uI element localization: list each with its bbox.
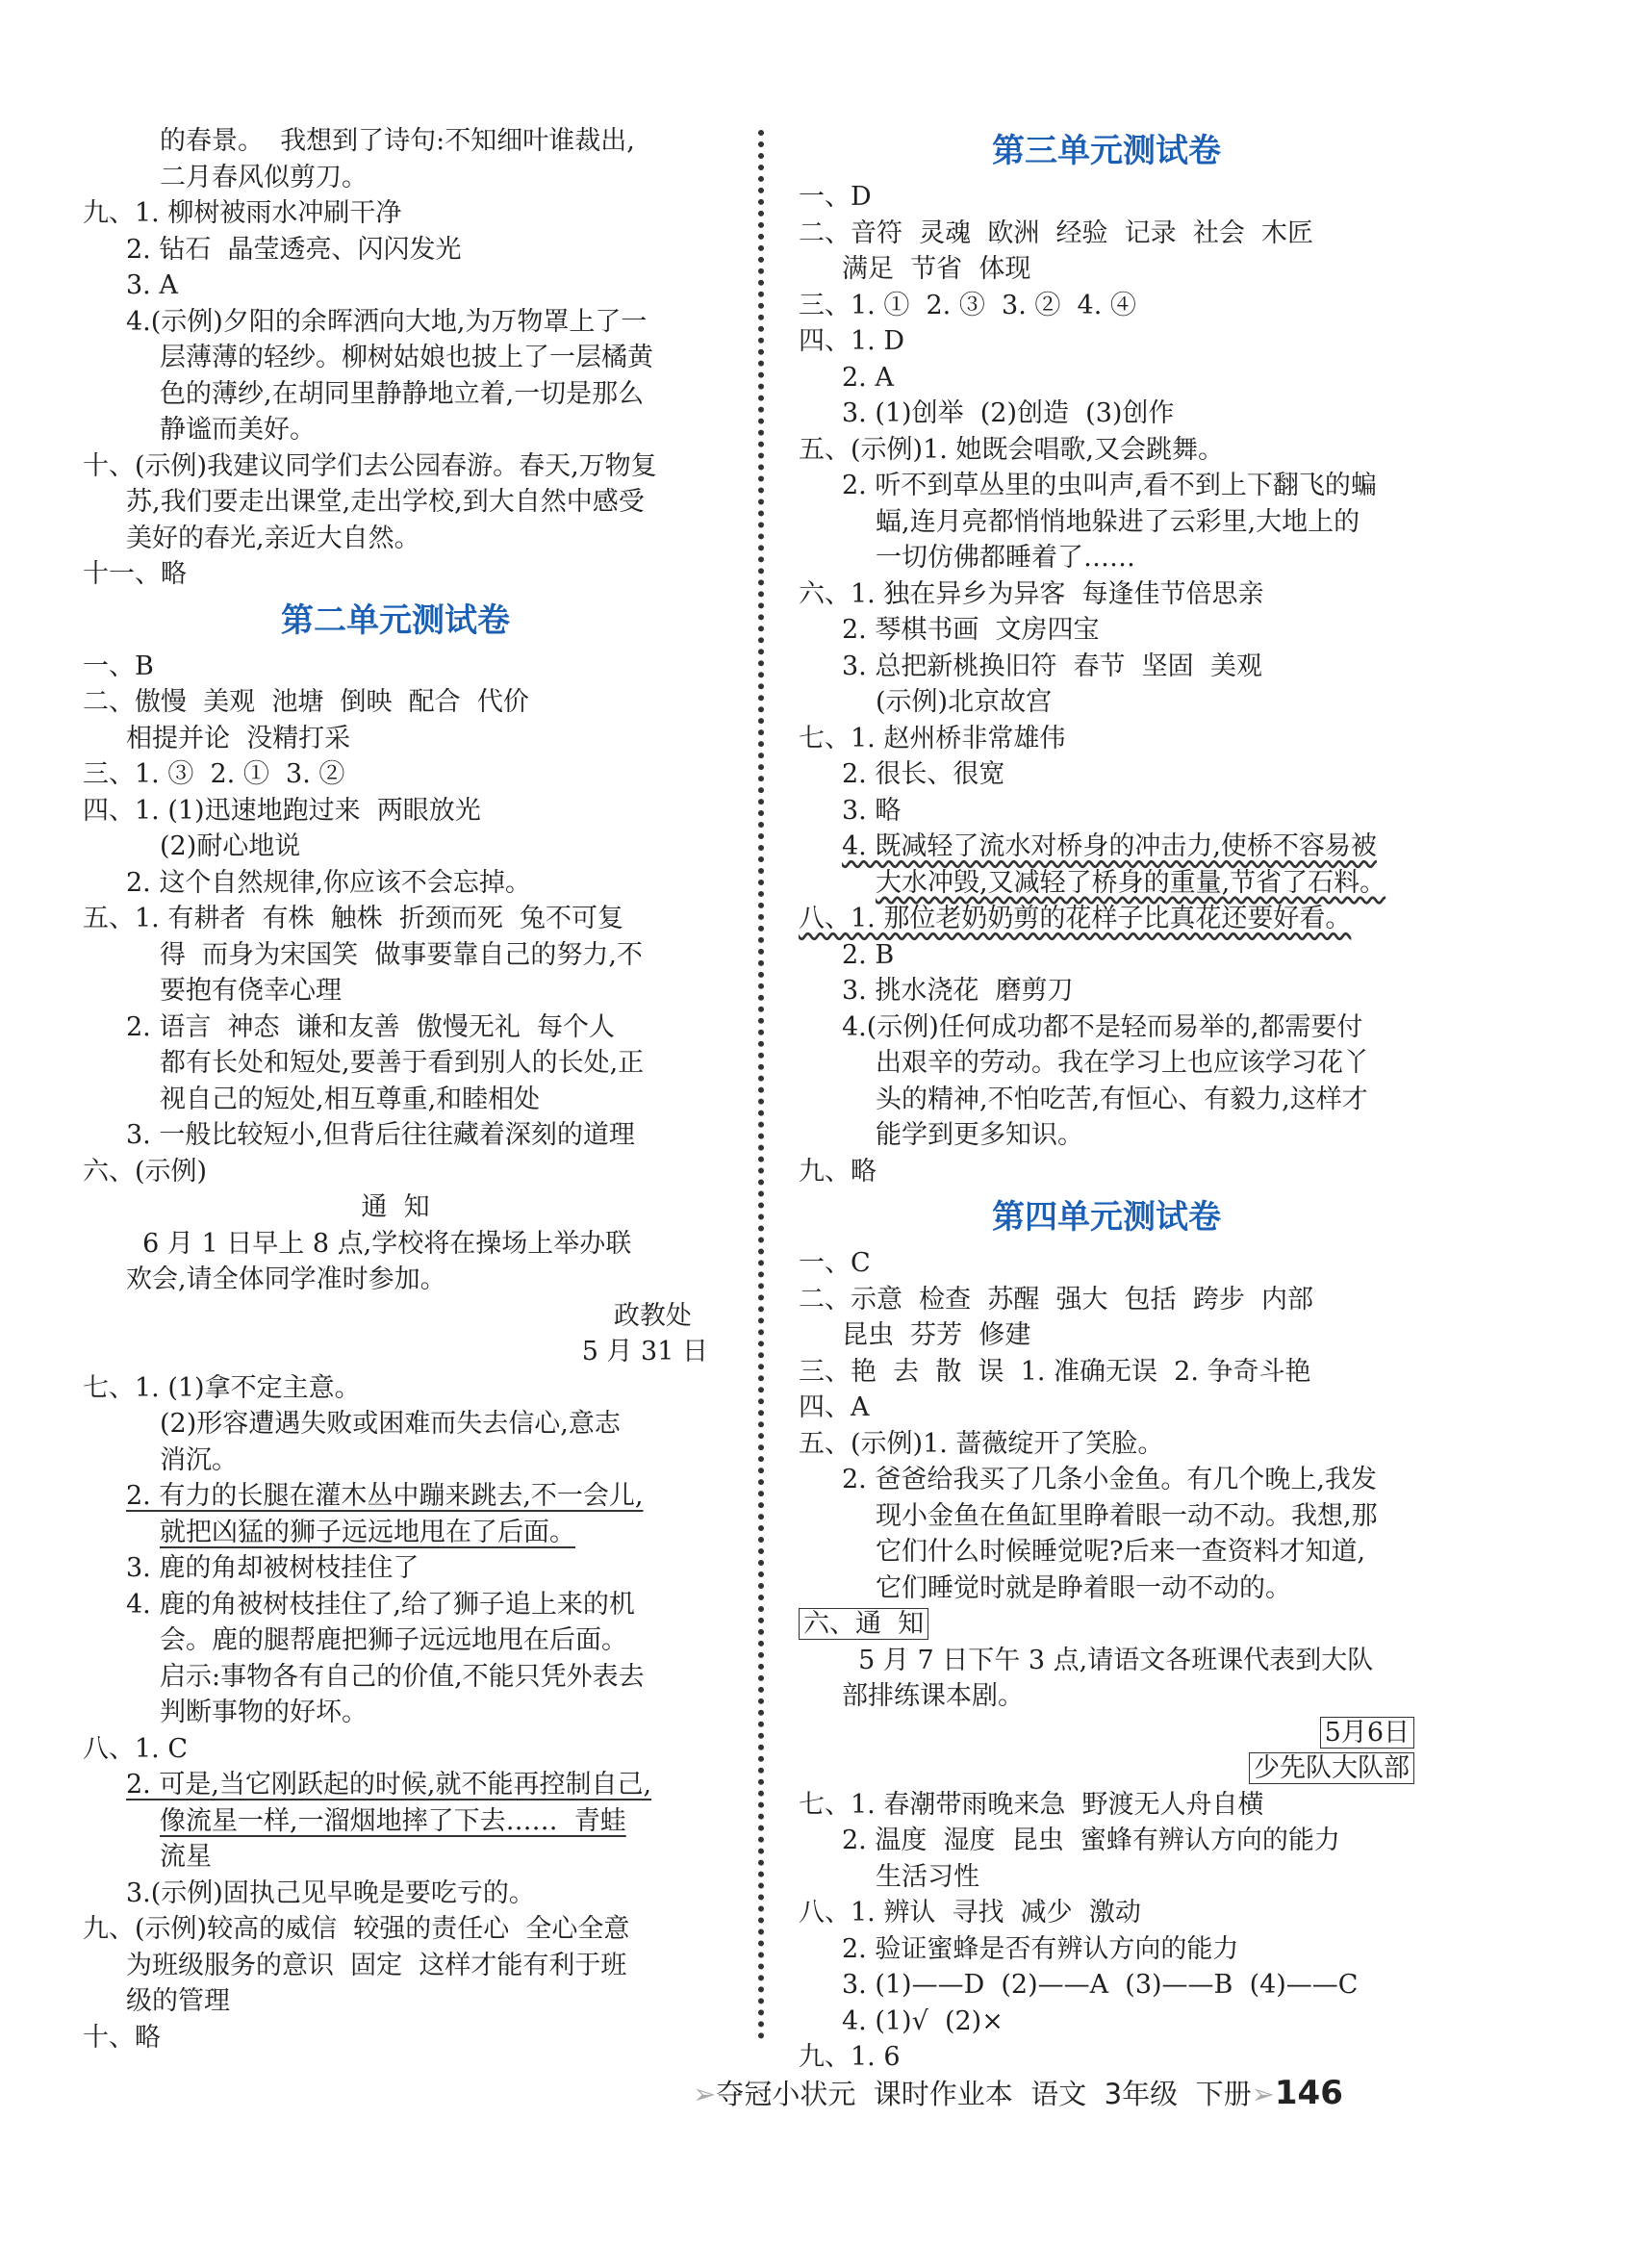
answer-line <box>799 1498 1414 1535</box>
section-heading <box>83 593 708 649</box>
answer-line <box>799 540 1414 576</box>
answer-line <box>799 1715 1414 1751</box>
answer-line <box>799 1859 1414 1896</box>
answer-text: 八、1. 辨认 寻找 减少 激动 <box>799 1898 1141 1928</box>
answer-text: 九、略 <box>799 1156 877 1187</box>
answer-text: 3. 总把新桃换旧符 春节 坚固 美观 <box>842 651 1262 681</box>
answer-line <box>83 1695 708 1731</box>
answer-text: 为班级服务的意识 固定 这样才能有利于班 <box>126 1950 627 1980</box>
answer-text: 级的管理 <box>126 1986 230 2016</box>
answer-text: 七、1. 赵州桥非常雄伟 <box>799 723 1066 753</box>
answer-text: 色的薄纱,在胡同里静静地立着,一切是那么 <box>160 378 645 409</box>
answer-line <box>83 1550 708 1587</box>
answer-text: 4. 既减轻了流水对桥身的冲击力,使桥不容易被 <box>842 831 1377 861</box>
answer-text: 现小金鱼在鱼缸里睁着眼一动不动。我想,那 <box>876 1500 1378 1531</box>
answer-text: (2)耐心地说 <box>160 831 301 861</box>
answer-line <box>83 1587 708 1623</box>
answer-line <box>799 288 1414 324</box>
answer-line <box>799 1009 1414 1046</box>
answer-line <box>83 123 708 160</box>
answer-text: 六、1. 独在异乡为异客 每逢佳节倍思亲 <box>799 578 1264 609</box>
answer-line <box>83 521 708 557</box>
right-column <box>799 123 1414 2076</box>
answer-line <box>83 1226 708 1263</box>
answer-text: 2. 语言 神态 谦和友善 傲慢无礼 每个人 <box>126 1011 616 1042</box>
answer-text: 都有长处和短处,要善于看到别人的长处,正 <box>160 1048 645 1078</box>
answer-line <box>799 1823 1414 1859</box>
answer-line <box>83 829 708 865</box>
answer-line <box>799 2004 1414 2040</box>
answer-line <box>83 1767 708 1803</box>
answer-text: 2. 听不到草丛里的虫叫声,看不到上下翻飞的蝙 <box>842 471 1377 500</box>
footer-grade: 3年级 <box>1104 2078 1179 2110</box>
answer-line <box>83 1983 708 2020</box>
answer-text: 一切仿佛都睡着了…… <box>876 543 1135 573</box>
answer-text: 昆虫 芬芳 修建 <box>842 1320 1031 1350</box>
answer-text: 少先队大队部 <box>1249 1752 1414 1784</box>
answer-line <box>799 432 1414 469</box>
answer-text: 十、略 <box>83 2022 161 2053</box>
answer-text: 消沉。 <box>160 1444 238 1475</box>
answer-text: 第二单元测试卷 <box>281 600 510 640</box>
answer-line <box>799 612 1414 649</box>
answer-line <box>799 1317 1414 1354</box>
answer-line <box>83 1911 708 1948</box>
footer-arrow-icon: ➢ <box>693 2078 717 2110</box>
answer-text: 苏,我们要走出课堂,走出学校,到大自然中感受 <box>126 487 645 517</box>
answer-line <box>799 1606 1414 1643</box>
answer-line <box>799 1390 1414 1426</box>
answer-line <box>83 1082 708 1118</box>
answer-text: 启示:事物各有自己的价值,不能只凭外表去 <box>160 1661 645 1692</box>
column-divider <box>758 130 764 2040</box>
answer-line <box>799 1045 1414 1082</box>
answer-line <box>799 1895 1414 1931</box>
answer-line <box>83 1189 708 1226</box>
answer-line <box>83 1009 708 1046</box>
answer-text: (2)形容遭遇失败或困难而失去信心,意志 <box>160 1409 621 1439</box>
answer-text: 2. B <box>842 939 895 970</box>
answer-line <box>83 232 708 268</box>
answer-line <box>799 1462 1414 1498</box>
answer-text: 6 月 1 日早上 8 点,学校将在操场上举办联 <box>126 1228 632 1259</box>
answer-text: 四、1. (1)迅速地跑过来 两眼放光 <box>83 795 481 826</box>
answer-text: 像流星一样,一溜烟地摔了下去…… 青蛙 <box>160 1805 626 1836</box>
answer-text: 美好的春光,亲近大自然。 <box>126 523 420 553</box>
answer-text: 九、1. 6 <box>799 2042 901 2072</box>
answer-text: 部排练课本剧。 <box>842 1681 1024 1711</box>
answer-text: 头的精神,不怕吃苦,有恒心、有毅力,这样才 <box>876 1084 1368 1114</box>
answer-line <box>799 323 1414 360</box>
answer-text: 3. (1)创举 (2)创造 (3)创作 <box>842 398 1175 428</box>
answer-text: 5 月 31 日 <box>581 1337 708 1366</box>
answer-line <box>799 1154 1414 1190</box>
answer-text: 3.(示例)固执己见早晚是要吃亏的。 <box>126 1877 535 1908</box>
answer-text: 2. 这个自然规律,你应该不会忘掉。 <box>126 867 531 898</box>
answer-text: 八、1. C <box>83 1733 189 1764</box>
answer-text: 3. 一般比较短小,但背后往往藏着深刻的道理 <box>126 1120 635 1150</box>
answer-text: 十、(示例)我建议同学们去公园春游。春天,万物复 <box>83 450 657 481</box>
answer-text: 五、1. 有耕者 有株 触株 折颈而死 兔不可复 <box>83 904 624 933</box>
answer-line <box>799 829 1414 865</box>
answer-text: 3. A <box>126 270 178 300</box>
answer-line <box>83 684 708 721</box>
answer-line <box>799 504 1414 541</box>
answer-line <box>83 1334 708 1370</box>
answer-line <box>83 865 708 902</box>
answer-text: 十一、略 <box>83 559 187 589</box>
answer-text: 蝠,连月亮都悄悄地躲进了云彩里,大地上的 <box>876 506 1360 537</box>
answer-line <box>799 1931 1414 1968</box>
answer-line <box>83 1515 708 1551</box>
answer-text: 相提并论 没精打采 <box>126 723 351 753</box>
answer-line <box>83 1478 708 1515</box>
answer-line <box>83 973 708 1009</box>
answer-line <box>799 396 1414 432</box>
answer-line <box>799 901 1414 937</box>
answer-line <box>799 251 1414 288</box>
answer-text: 就把凶猛的狮子远远地甩在了后面。 <box>160 1517 575 1547</box>
answer-text: 第四单元测试卷 <box>992 1198 1221 1237</box>
answer-text: 三、1. ① 2. ③ 3. ② 4. ④ <box>799 290 1136 320</box>
answer-line <box>83 1803 708 1840</box>
answer-text: 九、1. 柳树被雨水冲刷干净 <box>83 198 402 228</box>
answer-text: 2. 有力的长腿在灌木丛中蹦来跳去,不一会儿, <box>126 1481 644 1511</box>
answer-text: 九、(示例)较高的威信 较强的责任心 全心全意 <box>83 1914 630 1944</box>
answer-text: 二、傲慢 美观 池塘 倒映 配合 代价 <box>83 687 529 717</box>
answer-text: 七、1. (1)拿不定主意。 <box>83 1372 361 1403</box>
answer-line <box>83 721 708 757</box>
answer-line <box>83 1045 708 1082</box>
answer-text: 2. A <box>842 362 894 393</box>
answer-text: 会。鹿的腿帮鹿把狮子远远地甩在后面。 <box>160 1625 627 1655</box>
answer-text: (示例)北京故宫 <box>876 687 1053 717</box>
answer-text: 视自己的短处,相互尊重,和睦相处 <box>160 1084 541 1114</box>
answer-line <box>83 268 708 304</box>
answer-text: 五、(示例)1. 蔷薇绽开了笑脸。 <box>799 1428 1164 1459</box>
answer-text: 3. (1)——D (2)——A (3)——B (4)——C <box>842 1970 1359 2000</box>
footer-book: 课时作业本 <box>873 2078 1013 2110</box>
answer-line <box>799 1967 1414 2004</box>
answer-line <box>83 412 708 448</box>
answer-line <box>83 793 708 830</box>
answer-text: 欢会,请全体同学准时参加。 <box>126 1264 446 1294</box>
answer-line <box>799 1354 1414 1391</box>
answer-line <box>799 468 1414 504</box>
answer-text: 四、A <box>799 1392 870 1422</box>
answer-text: 2. 琴棋书画 文房四宝 <box>842 615 1100 645</box>
answer-line <box>799 865 1414 902</box>
answer-text: 七、1. 春潮带雨晚来急 野渡无人舟自横 <box>799 1789 1264 1820</box>
answer-text: 三、1. ③ 2. ① 3. ② <box>83 759 345 789</box>
answer-line <box>83 1876 708 1912</box>
answer-text: 的春景。 我想到了诗句:不知细叶谁裁出, <box>160 126 635 156</box>
answer-text: 一、D <box>799 182 872 212</box>
page-number: 146 <box>1274 2074 1343 2112</box>
answer-text: 2. 很长、很宽 <box>842 759 1005 789</box>
answer-text: 判断事物的好坏。 <box>160 1698 368 1727</box>
answer-text: 它们什么时候睡觉呢?后来一查资料才知道, <box>876 1537 1366 1567</box>
answer-line <box>83 1443 708 1479</box>
section-heading <box>799 123 1414 179</box>
answer-line <box>83 484 708 521</box>
answer-text: 生活习性 <box>876 1861 979 1892</box>
answer-line <box>83 1370 708 1407</box>
answer-text: 要抱有侥幸心理 <box>160 976 342 1006</box>
answer-line <box>799 684 1414 721</box>
answer-text: 4. (1)√ (2)× <box>842 2005 1004 2036</box>
answer-line <box>83 556 708 593</box>
answer-line <box>799 216 1414 252</box>
answer-text: 2. 钻石 晶莹透亮、闪闪发光 <box>126 234 462 265</box>
answer-line <box>83 756 708 793</box>
answer-text: 4. 鹿的角被树枝挂住了,给了狮子追上来的机 <box>126 1589 635 1620</box>
answer-line <box>799 793 1414 830</box>
footer-brand: 夺冠小状元 <box>716 2078 856 2110</box>
answer-text: 六、(示例) <box>83 1156 208 1187</box>
answer-text: 3. 鹿的角却被树枝挂住了 <box>126 1553 419 1583</box>
answer-text: 政教处 <box>613 1300 708 1331</box>
answer-line <box>83 195 708 232</box>
answer-line <box>799 1082 1414 1118</box>
answer-text: 2. 温度 湿度 昆虫 蜜蜂有辨认方向的能力 <box>842 1826 1340 1855</box>
answer-line <box>799 1570 1414 1607</box>
answer-line <box>799 360 1414 396</box>
answer-text: 得 而身为宋国笑 做事要靠自己的努力,不 <box>160 939 643 970</box>
answer-text: 层薄薄的轻纱。柳树姑娘也披上了一层橘黄 <box>160 343 653 372</box>
answer-line <box>83 937 708 974</box>
answer-text: 二、示意 检查 苏醒 强大 包括 跨步 内部 <box>799 1284 1313 1315</box>
answer-text: 一、B <box>83 651 154 681</box>
answer-text: 二月春风似剪刀。 <box>160 162 368 192</box>
answer-line <box>83 304 708 341</box>
footer-arrow-icon: ➢ <box>1251 2078 1275 2110</box>
answer-line <box>83 1659 708 1696</box>
answer-text: 三、艳 去 散 误 1. 准确无误 2. 争奇斗艳 <box>799 1356 1311 1387</box>
answer-line <box>799 756 1414 793</box>
answer-line <box>83 1948 708 1984</box>
answer-text: 八、1. 那位老奶奶剪的花样子比真花还要好看。 <box>799 904 1352 933</box>
answer-text: 2. 可是,当它刚跃起的时候,就不能再控制自己, <box>126 1770 652 1800</box>
section-heading <box>799 1189 1414 1245</box>
answer-text: 二、音符 灵魂 欧洲 经验 记录 社会 木匠 <box>799 217 1313 248</box>
answer-line <box>83 1298 708 1335</box>
answer-text: 能学到更多知识。 <box>876 1120 1083 1150</box>
answer-line <box>799 973 1414 1009</box>
answer-line <box>799 1678 1414 1715</box>
answer-text: 第三单元测试卷 <box>992 132 1221 170</box>
footer-volume: 下册 <box>1195 2078 1252 2110</box>
answer-line <box>799 576 1414 613</box>
answer-line <box>83 2020 708 2056</box>
answer-text: 一、C <box>799 1248 871 1278</box>
answer-line <box>83 448 708 485</box>
answer-text: 2. 验证蜜蜂是否有辨认方向的能力 <box>842 1933 1239 1964</box>
answer-line <box>799 1117 1414 1154</box>
answer-line <box>799 179 1414 216</box>
answer-line <box>83 901 708 937</box>
answer-line <box>83 1839 708 1876</box>
answer-line <box>799 1245 1414 1282</box>
answer-line <box>83 1262 708 1298</box>
answer-text: 流星 <box>160 1842 212 1872</box>
answer-line <box>83 649 708 685</box>
answer-line <box>83 376 708 413</box>
answer-line <box>799 1426 1414 1463</box>
answer-text: 它们睡觉时就是睁着眼一动不动的。 <box>876 1572 1291 1603</box>
answer-line <box>83 1731 708 1768</box>
answer-text: 5月6日 <box>1320 1717 1414 1749</box>
answer-text: 4.(示例)夕阳的余晖洒向大地,为万物罩上了一 <box>126 306 648 337</box>
answer-line <box>83 1622 708 1659</box>
answer-line <box>799 1282 1414 1318</box>
answer-line <box>799 721 1414 757</box>
answer-line <box>799 1787 1414 1824</box>
answer-text: 通 知 <box>361 1192 430 1222</box>
answer-line <box>83 1154 708 1190</box>
answer-text: 出艰辛的劳动。我在学习上也应该学习花丫 <box>876 1048 1369 1078</box>
answer-line <box>799 1534 1414 1570</box>
answer-line <box>83 160 708 196</box>
answer-line <box>799 1643 1414 1679</box>
answer-text: 六、通 知 <box>799 1608 928 1640</box>
answer-text: 静谧而美好。 <box>160 415 316 445</box>
answer-line <box>83 1117 708 1154</box>
page-footer <box>693 2069 1424 2117</box>
answer-text: 四、1. D <box>799 326 904 356</box>
answer-text: 2. 爸爸给我买了几条小金鱼。有几个晚上,我发 <box>842 1465 1377 1494</box>
answer-text: 4.(示例)任何成功都不是轻而易举的,都需要付 <box>842 1011 1363 1042</box>
answer-text: 3. 略 <box>842 795 902 826</box>
answer-line <box>799 1750 1414 1787</box>
footer-subject: 语文 <box>1030 2078 1087 2110</box>
answer-text: 5 月 7 日下午 3 点,请语文各班课代表到大队 <box>842 1645 1374 1675</box>
answer-text: 大水冲毁,又减轻了桥身的重量,节省了石料。 <box>876 867 1386 898</box>
left-column <box>83 123 708 2055</box>
answer-text: 3. 挑水浇花 磨剪刀 <box>842 976 1074 1006</box>
answer-line <box>83 340 708 376</box>
answer-line <box>799 649 1414 685</box>
answer-text: 满足 节省 体现 <box>842 254 1031 284</box>
answer-line <box>799 937 1414 974</box>
answer-line <box>83 1406 708 1443</box>
answer-text: 五、(示例)1. 她既会唱歌,又会跳舞。 <box>799 434 1224 465</box>
